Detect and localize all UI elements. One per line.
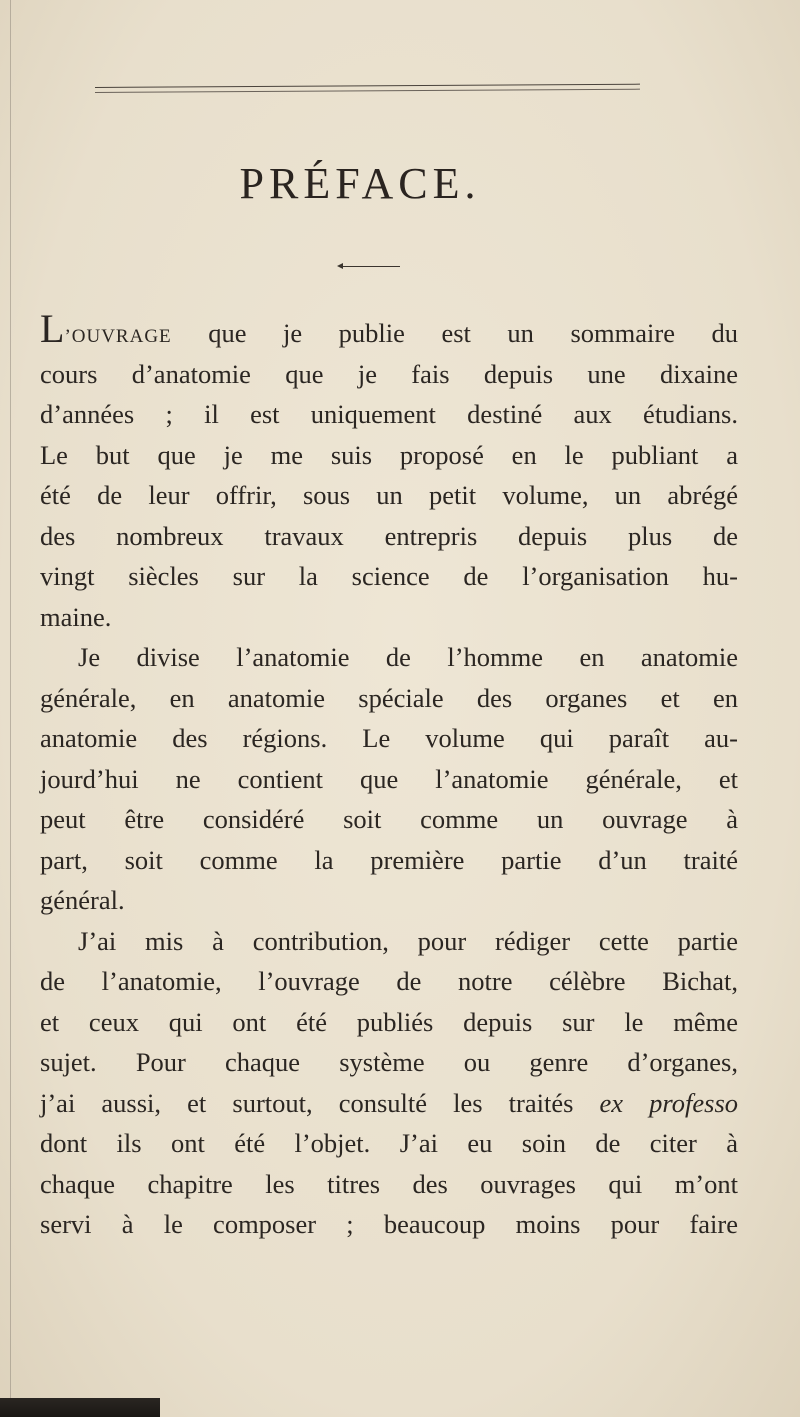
drop-cap: L bbox=[40, 306, 65, 351]
text-line: jourd’hui ne contient que l’anatomie générale, et bbox=[40, 763, 738, 794]
text-line bbox=[40, 306, 738, 354]
text-line: général. bbox=[40, 885, 125, 915]
text-line: chaque chapitre les titres des ouvrages qui m’ont bbox=[40, 1168, 738, 1199]
page-edge-shadow bbox=[0, 1398, 160, 1417]
text-line: Je divise l’anatomie de l’homme en anatomie bbox=[78, 642, 738, 672]
line-text: j’ai aussi, et surtout, consulté les traités bbox=[40, 1087, 600, 1118]
text-line: servi à le composer ; beaucoup moins pour faire bbox=[40, 1209, 738, 1239]
header-rule-secondary bbox=[95, 89, 640, 93]
text-line: été de leur offrir, sous un petit volume, un abrégé bbox=[40, 480, 738, 510]
small-caps-word: ’OUVRAGE bbox=[64, 326, 172, 347]
text-line: sujet. Pour chaque système ou genre d’organes, bbox=[40, 1047, 738, 1077]
line-text: que je publie est un sommaire du bbox=[171, 318, 738, 348]
text-line: anatomie des régions. Le volume qui paraît au- bbox=[40, 723, 738, 753]
text-line: vingt siècles sur la science de l’organisation hu- bbox=[40, 561, 738, 591]
header-rule bbox=[95, 84, 640, 88]
text-line: peut être considéré soit comme un ouvrage à bbox=[40, 804, 738, 834]
text-line: dont ils ont été l’objet. J’ai eu soin de citer à bbox=[40, 1128, 738, 1158]
italic-phrase: ex professo bbox=[599, 1087, 739, 1118]
page-edge-left bbox=[10, 0, 11, 1417]
page-title: PRÉFACE. bbox=[239, 159, 481, 208]
text-line: d’années ; il est uniquement destiné aux étudians. bbox=[40, 399, 738, 429]
text-line bbox=[40, 1083, 738, 1124]
text-line: cours d’anatomie que je fais depuis une dixaine bbox=[40, 358, 738, 389]
text-line: et ceux qui ont été publiés depuis sur le même bbox=[40, 1006, 738, 1037]
text-line: J’ai mis à contribution, pour rédiger cette partie bbox=[78, 925, 738, 956]
title-ornament-rule bbox=[340, 266, 400, 267]
text-line: générale, en anatomie spéciale des organes et en bbox=[40, 682, 738, 713]
body-text bbox=[40, 306, 739, 1245]
text-line: de l’anatomie, l’ouvrage de notre célèbre Bichat, bbox=[40, 966, 738, 996]
text-line: des nombreux travaux entrepris depuis plus de bbox=[40, 520, 738, 551]
text-line: maine. bbox=[40, 601, 112, 632]
text-line: part, soit comme la première partie d’un traité bbox=[40, 844, 738, 875]
text-line: Le but que je me suis proposé en le publiant a bbox=[40, 439, 738, 470]
